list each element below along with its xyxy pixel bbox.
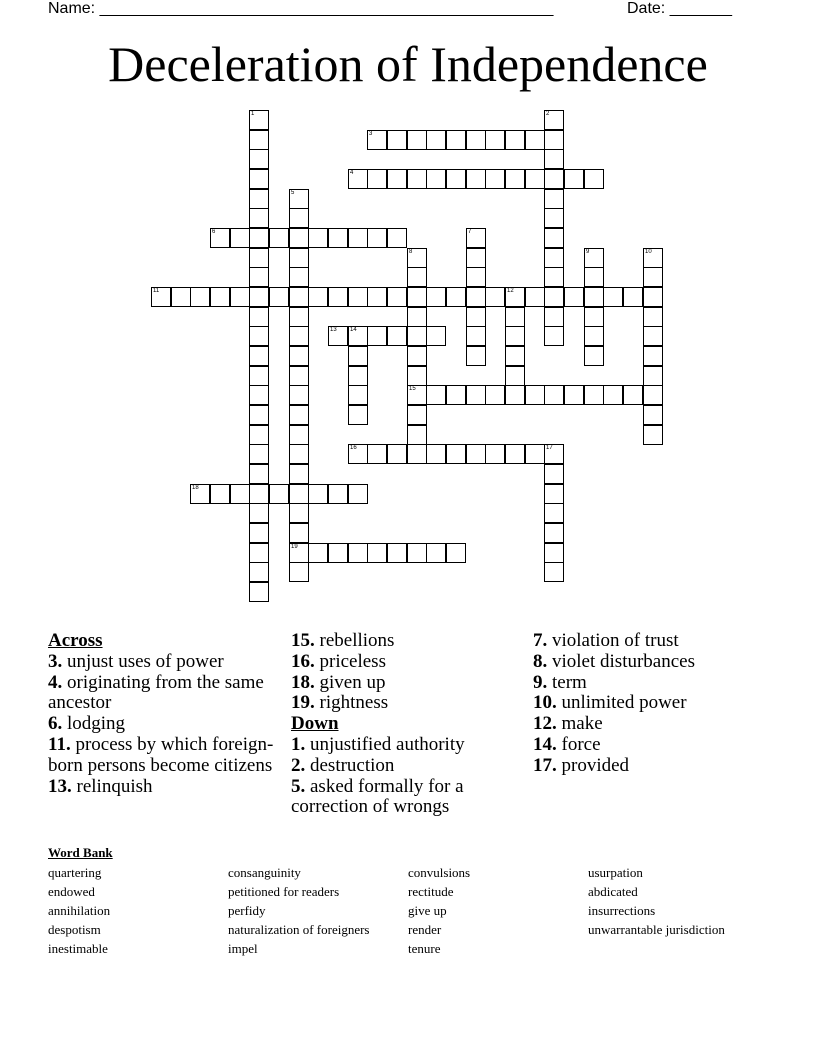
crossword-cell[interactable] <box>289 562 309 582</box>
crossword-cell[interactable] <box>584 346 604 366</box>
cell-number: 9 <box>586 249 590 255</box>
crossword-cell[interactable] <box>269 484 289 504</box>
clues-column-2 <box>291 631 523 818</box>
crossword-cell[interactable] <box>525 287 545 307</box>
crossword-cell[interactable] <box>348 385 368 405</box>
clue-across-15: 15. rebellions <box>291 630 395 651</box>
word-bank-item: render <box>408 922 442 937</box>
crossword-cell[interactable] <box>466 287 486 307</box>
word-bank-title: Word Bank <box>48 845 113 860</box>
crossword-cell[interactable] <box>505 287 525 307</box>
crossword-cell[interactable] <box>328 543 348 563</box>
clue-across-16: 16. priceless <box>291 650 386 672</box>
crossword-cell[interactable] <box>466 169 486 189</box>
crossword-cell[interactable] <box>367 287 387 307</box>
crossword-cell[interactable] <box>289 346 309 366</box>
crossword-cell[interactable] <box>505 444 525 464</box>
clue-across-11: 11. process by which foreign-born persons become citizens <box>48 733 274 776</box>
crossword-cell[interactable] <box>289 405 309 425</box>
crossword-cell[interactable] <box>387 130 407 150</box>
word-bank-column-3 <box>408 863 470 958</box>
crossword-cell[interactable] <box>190 287 210 307</box>
crossword-cell[interactable] <box>584 307 604 327</box>
crossword-cell[interactable] <box>407 543 427 563</box>
crossword-cell[interactable] <box>407 346 427 366</box>
cell-number: 12 <box>507 288 514 294</box>
clue-down-12: 12. make <box>533 713 603 735</box>
crossword-cell[interactable] <box>387 228 407 248</box>
crossword-cell[interactable] <box>544 484 564 504</box>
crossword-cell[interactable] <box>230 228 250 248</box>
crossword-cell[interactable] <box>485 444 505 464</box>
crossword-cell[interactable] <box>584 326 604 346</box>
crossword-cell[interactable] <box>407 405 427 425</box>
clue-across-4: 4. originating from the same ancestor <box>48 671 264 714</box>
crossword-cell[interactable] <box>387 287 407 307</box>
word-bank-column-4 <box>588 863 725 939</box>
clues-column-3 <box>533 631 783 777</box>
crossword-cell[interactable] <box>407 267 427 287</box>
crossword-cell[interactable] <box>643 307 663 327</box>
cell-number: 11 <box>153 288 160 294</box>
crossword-cell[interactable] <box>367 326 387 346</box>
cell-number: 2 <box>546 111 550 117</box>
clue-down-2: 2. destruction <box>291 754 395 776</box>
crossword-cell[interactable] <box>446 385 466 405</box>
crossword-cell[interactable] <box>643 425 663 445</box>
crossword-cell[interactable] <box>249 366 269 386</box>
crossword-cell[interactable] <box>446 130 466 150</box>
crossword-cell[interactable] <box>289 287 309 307</box>
crossword-cell[interactable] <box>367 169 387 189</box>
word-bank-column-2 <box>228 863 370 958</box>
word-bank-item: rectitude <box>408 884 454 899</box>
crossword-cell[interactable] <box>328 228 348 248</box>
crossword-cell[interactable] <box>308 287 328 307</box>
crossword-cell[interactable] <box>466 346 486 366</box>
crossword-cell[interactable] <box>544 248 564 268</box>
crossword-cell[interactable] <box>584 169 604 189</box>
crossword-cell[interactable] <box>289 307 309 327</box>
crossword-cell[interactable] <box>485 385 505 405</box>
crossword-cell[interactable] <box>505 385 525 405</box>
crossword-cell[interactable] <box>643 287 663 307</box>
crossword-cell[interactable] <box>289 248 309 268</box>
word-bank-item: abdicated <box>588 884 638 899</box>
crossword-cell[interactable] <box>544 464 564 484</box>
page-title: Deceleration of Independence <box>108 36 708 92</box>
crossword-cell[interactable] <box>525 169 545 189</box>
crossword-cell[interactable] <box>348 287 368 307</box>
crossword-cell[interactable] <box>407 287 427 307</box>
crossword-cell[interactable] <box>525 444 545 464</box>
crossword-cell[interactable] <box>643 267 663 287</box>
crossword-cell[interactable] <box>466 228 486 248</box>
crossword-cell[interactable] <box>328 287 348 307</box>
crossword-cell[interactable] <box>249 169 269 189</box>
crossword-cell[interactable] <box>171 287 191 307</box>
crossword-cell[interactable] <box>289 484 309 504</box>
word-bank-item: usurpation <box>588 865 643 880</box>
cell-number: 6 <box>212 229 216 235</box>
crossword-cell[interactable] <box>505 366 525 386</box>
crossword-cell[interactable] <box>249 228 269 248</box>
crossword-cell[interactable] <box>544 503 564 523</box>
crossword-cell[interactable] <box>289 267 309 287</box>
word-bank-item: tenure <box>408 941 441 956</box>
crossword-cell[interactable] <box>643 405 663 425</box>
crossword-cell[interactable] <box>466 248 486 268</box>
crossword-cell[interactable] <box>289 523 309 543</box>
crossword-cell[interactable] <box>407 425 427 445</box>
crossword-cell[interactable] <box>426 326 446 346</box>
crossword-cell[interactable] <box>407 169 427 189</box>
crossword-cell[interactable] <box>485 130 505 150</box>
crossword-cell[interactable] <box>249 444 269 464</box>
cell-number: 7 <box>468 229 472 235</box>
cell-number: 15 <box>409 386 416 392</box>
crossword-cell[interactable] <box>151 287 171 307</box>
crossword-cell[interactable] <box>289 464 309 484</box>
cell-number: 8 <box>409 249 413 255</box>
name-field-label: Name: ___________________________________________________ <box>48 0 554 17</box>
crossword-cell[interactable] <box>544 110 564 130</box>
crossword-cell[interactable] <box>623 385 643 405</box>
date-field-label: Date: _______ <box>627 0 732 17</box>
crossword-cell[interactable] <box>564 169 584 189</box>
across-heading: Across <box>48 630 103 651</box>
crossword-cell[interactable] <box>643 346 663 366</box>
crossword-cell[interactable] <box>446 287 466 307</box>
crossword-cell[interactable] <box>407 326 427 346</box>
crossword-cell[interactable] <box>466 444 486 464</box>
word-bank-item: unwarrantable jurisdiction <box>588 922 725 937</box>
word-bank-item: insurrections <box>588 903 656 918</box>
word-bank-item: inestimable <box>48 941 108 956</box>
clue-across-19: 19. rightness <box>291 692 389 714</box>
crossword-cell[interactable] <box>289 189 309 209</box>
clue-across-18: 18. given up <box>291 671 386 693</box>
word-bank-item: quartering <box>48 865 102 880</box>
crossword-cell[interactable] <box>249 267 269 287</box>
crossword-cell[interactable] <box>426 444 446 464</box>
crossword-cell[interactable] <box>407 366 427 386</box>
word-bank-item: naturalization of foreigners <box>228 922 370 937</box>
clue-down-10: 10. unlimited power <box>533 692 687 714</box>
clue-down-8: 8. violet disturbances <box>533 650 695 672</box>
crossword-cell[interactable] <box>249 503 269 523</box>
crossword-cell[interactable] <box>269 228 289 248</box>
word-bank-item: annihilation <box>48 903 111 918</box>
crossword-cell[interactable] <box>348 228 368 248</box>
crossword-cell[interactable] <box>584 385 604 405</box>
crossword-cell[interactable] <box>348 169 368 189</box>
clues-column-1 <box>48 631 278 797</box>
clue-down-14: 14. force <box>533 733 601 755</box>
crossword-cell[interactable] <box>426 385 446 405</box>
crossword-cell[interactable] <box>544 169 564 189</box>
crossword-cell[interactable] <box>584 248 604 268</box>
crossword-cell[interactable] <box>407 444 427 464</box>
crossword-cell[interactable] <box>446 444 466 464</box>
crossword-cell[interactable] <box>289 326 309 346</box>
crossword-cell[interactable] <box>190 484 210 504</box>
crossword-cell[interactable] <box>387 543 407 563</box>
crossword-cell[interactable] <box>485 169 505 189</box>
cell-number: 16 <box>350 445 357 451</box>
cell-number: 5 <box>291 190 295 196</box>
crossword-cell[interactable] <box>466 385 486 405</box>
crossword-cell[interactable] <box>525 385 545 405</box>
crossword-cell[interactable] <box>348 444 368 464</box>
cell-number: 17 <box>546 445 553 451</box>
clue-across-13: 13. relinquish <box>48 775 153 797</box>
crossword-cell[interactable] <box>367 444 387 464</box>
crossword-cell[interactable] <box>544 267 564 287</box>
crossword-cell[interactable] <box>249 523 269 543</box>
crossword-cell[interactable] <box>544 130 564 150</box>
crossword-cell[interactable] <box>348 326 368 346</box>
crossword-cell[interactable] <box>544 385 564 405</box>
clue-across-6: 6. lodging <box>48 713 126 735</box>
crossword-cell[interactable] <box>643 326 663 346</box>
crossword-cell[interactable] <box>249 562 269 582</box>
crossword-cell[interactable] <box>544 149 564 169</box>
crossword-cell[interactable] <box>230 484 250 504</box>
crossword-cell[interactable] <box>643 385 663 405</box>
crossword-cell[interactable] <box>210 484 230 504</box>
word-bank-column-1 <box>48 863 110 958</box>
crossword-cell[interactable] <box>407 385 427 405</box>
crossword-cell[interactable] <box>544 287 564 307</box>
crossword-cell[interactable] <box>643 366 663 386</box>
word-bank-item: consanguinity <box>228 865 301 880</box>
crossword-cell[interactable] <box>289 425 309 445</box>
crossword-cell[interactable] <box>426 287 446 307</box>
crossword-cell[interactable] <box>249 326 269 346</box>
cell-number: 10 <box>645 249 652 255</box>
crossword-cell[interactable] <box>289 228 309 248</box>
crossword-cell[interactable] <box>643 248 663 268</box>
crossword-cell[interactable] <box>249 110 269 130</box>
crossword-cell[interactable] <box>348 484 368 504</box>
crossword-cell[interactable] <box>544 208 564 228</box>
crossword-cell[interactable] <box>210 228 230 248</box>
crossword-cell[interactable] <box>603 287 623 307</box>
crossword-cell[interactable] <box>544 189 564 209</box>
crossword-cell[interactable] <box>249 346 269 366</box>
crossword-cell[interactable] <box>603 385 623 405</box>
crossword-cell[interactable] <box>308 543 328 563</box>
cell-number: 18 <box>192 485 199 491</box>
crossword-cell[interactable] <box>249 307 269 327</box>
crossword-cell[interactable] <box>289 503 309 523</box>
cell-number: 19 <box>291 544 298 550</box>
crossword-cell[interactable] <box>210 287 230 307</box>
crossword-cell[interactable] <box>249 543 269 563</box>
crossword-cell[interactable] <box>249 189 269 209</box>
crossword-cell[interactable] <box>623 287 643 307</box>
crossword-cell[interactable] <box>426 543 446 563</box>
word-bank-item: petitioned for readers <box>228 884 340 899</box>
crossword-cell[interactable] <box>289 385 309 405</box>
crossword-cell[interactable] <box>505 169 525 189</box>
cell-number: 13 <box>330 327 337 333</box>
cell-number: 14 <box>350 327 357 333</box>
crossword-cell[interactable] <box>426 169 446 189</box>
crossword-cell[interactable] <box>249 248 269 268</box>
clue-down-5: 5. asked formally for a correction of wrongs <box>291 775 464 818</box>
crossword-cell[interactable] <box>446 543 466 563</box>
clue-down-1: 1. unjustified authority <box>291 733 465 755</box>
crossword-cell[interactable] <box>367 228 387 248</box>
crossword-cell[interactable] <box>269 287 289 307</box>
crossword-cell[interactable] <box>348 543 368 563</box>
crossword-cell[interactable] <box>505 326 525 346</box>
crossword-cell[interactable] <box>407 307 427 327</box>
crossword-cell[interactable] <box>584 267 604 287</box>
crossword-cell[interactable] <box>407 130 427 150</box>
crossword-cell[interactable] <box>367 130 387 150</box>
crossword-cell[interactable] <box>289 444 309 464</box>
crossword-cell[interactable] <box>485 287 505 307</box>
crossword-cell[interactable] <box>308 228 328 248</box>
crossword-cell[interactable] <box>249 464 269 484</box>
crossword-cell[interactable] <box>289 543 309 563</box>
crossword-cell[interactable] <box>426 130 446 150</box>
crossword-cell[interactable] <box>466 130 486 150</box>
crossword-cell[interactable] <box>544 444 564 464</box>
clue-across-3: 3. unjust uses of power <box>48 650 224 672</box>
crossword-cell[interactable] <box>249 130 269 150</box>
crossword-cell[interactable] <box>505 346 525 366</box>
crossword-cell[interactable] <box>525 130 545 150</box>
word-bank-item: endowed <box>48 884 95 899</box>
crossword-cell[interactable] <box>249 287 269 307</box>
crossword-cell[interactable] <box>348 346 368 366</box>
word-bank-item: perfidy <box>228 903 266 918</box>
crossword-cell[interactable] <box>308 484 328 504</box>
crossword-cell[interactable] <box>466 326 486 346</box>
clue-down-7: 7. violation of trust <box>533 630 679 651</box>
crossword-cell[interactable] <box>348 405 368 425</box>
crossword-cell[interactable] <box>544 326 564 346</box>
crossword-cell[interactable] <box>544 562 564 582</box>
crossword-cell[interactable] <box>564 385 584 405</box>
crossword-cell[interactable] <box>367 543 387 563</box>
crossword-cell[interactable] <box>249 385 269 405</box>
crossword-cell[interactable] <box>328 484 348 504</box>
crossword-cell[interactable] <box>387 326 407 346</box>
cell-number: 3 <box>369 131 373 137</box>
clue-down-17: 17. provided <box>533 754 630 776</box>
crossword-cell[interactable] <box>584 287 604 307</box>
word-bank-item: impel <box>228 941 258 956</box>
crossword-cell[interactable] <box>544 523 564 543</box>
crossword-cell[interactable] <box>505 130 525 150</box>
crossword-cell[interactable] <box>249 425 269 445</box>
crossword-cell[interactable] <box>249 405 269 425</box>
cell-number: 1 <box>251 111 255 117</box>
crossword-cell[interactable] <box>505 307 525 327</box>
crossword-cell[interactable] <box>564 287 584 307</box>
crossword-cell[interactable] <box>249 484 269 504</box>
crossword-cell[interactable] <box>230 287 250 307</box>
crossword-cell[interactable] <box>387 444 407 464</box>
word-bank-item: despotism <box>48 922 101 937</box>
word-bank-item: convulsions <box>408 865 471 880</box>
crossword-cell[interactable] <box>289 208 309 228</box>
crossword-cell[interactable] <box>348 366 368 386</box>
crossword-cell[interactable] <box>249 149 269 169</box>
crossword-cell[interactable] <box>466 307 486 327</box>
crossword-cell[interactable] <box>466 267 486 287</box>
clue-down-9: 9. term <box>533 671 587 693</box>
crossword-cell[interactable] <box>249 582 269 602</box>
crossword-cell[interactable] <box>328 326 348 346</box>
crossword-cell[interactable] <box>544 307 564 327</box>
crossword-cell[interactable] <box>387 169 407 189</box>
crossword-cell[interactable] <box>544 543 564 563</box>
down-heading: Down <box>291 713 339 735</box>
crossword-cell[interactable] <box>446 169 466 189</box>
crossword-cell[interactable] <box>544 228 564 248</box>
crossword-cell[interactable] <box>407 248 427 268</box>
crossword-cell[interactable] <box>249 208 269 228</box>
word-bank-item: give up <box>408 903 447 918</box>
crossword-cell[interactable] <box>289 366 309 386</box>
cell-number: 4 <box>350 170 354 176</box>
